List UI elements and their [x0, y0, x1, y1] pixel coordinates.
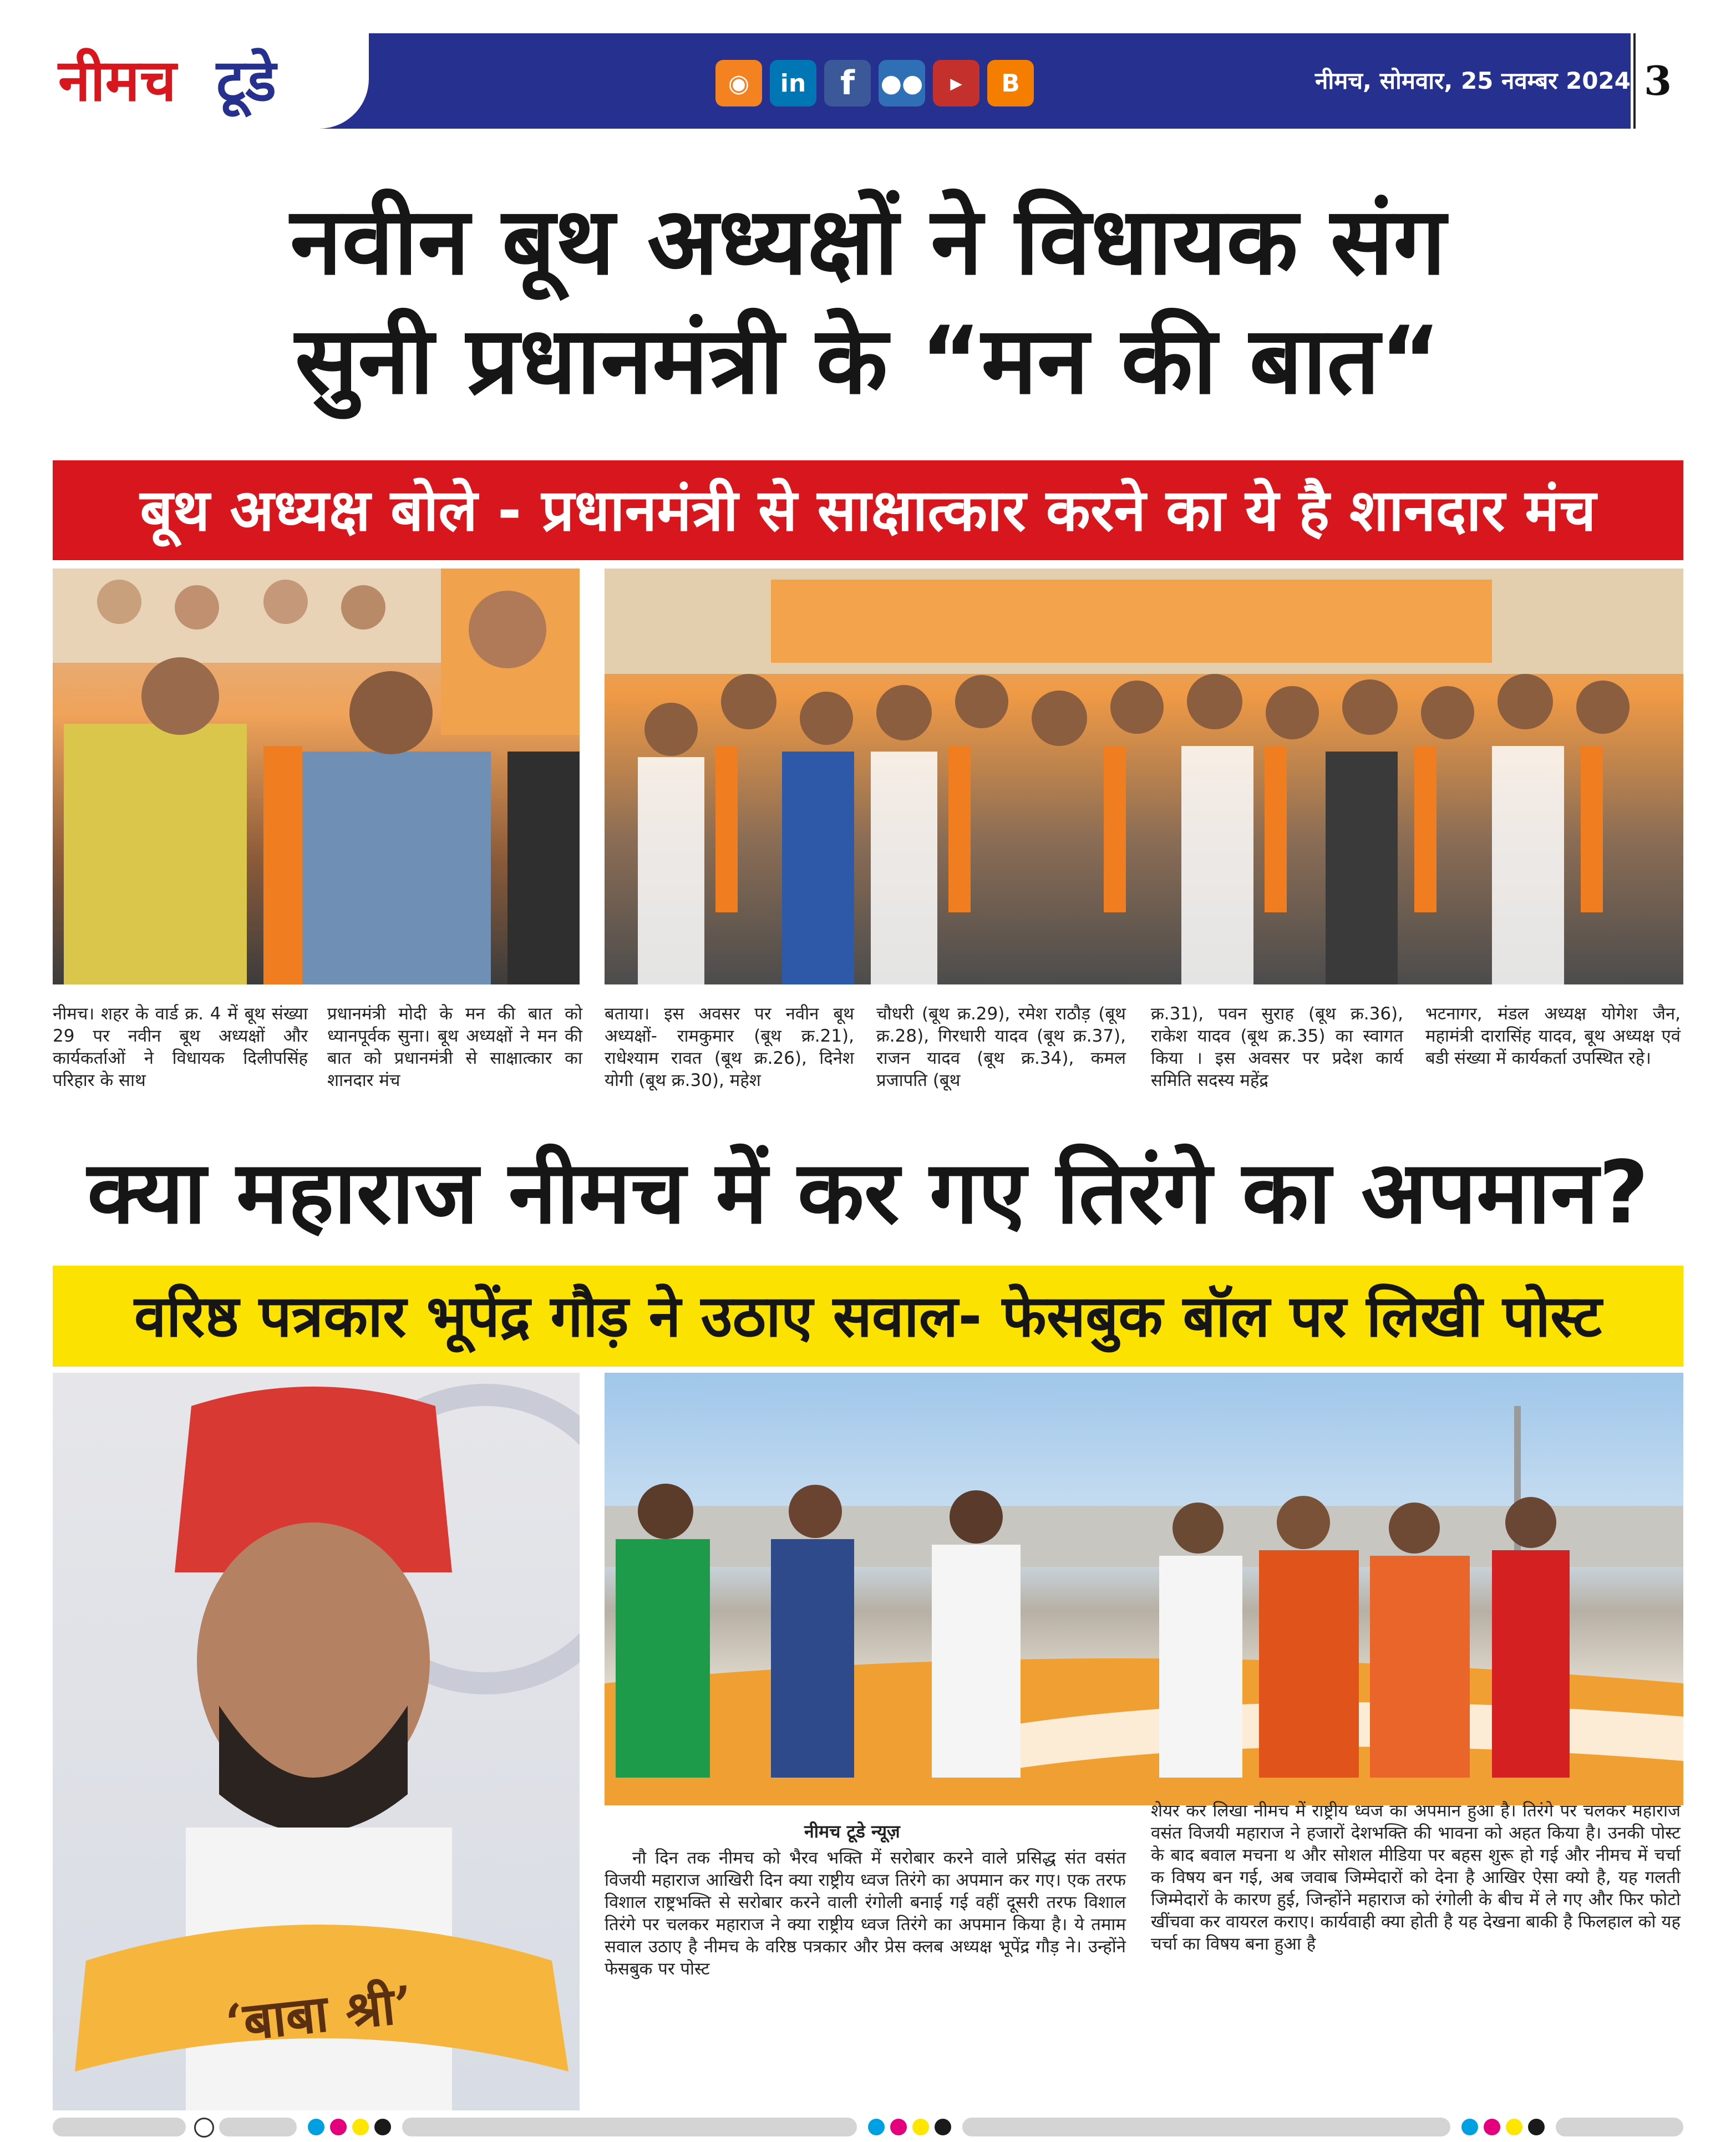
headline-story2: क्या महाराज नीमच में कर गए तिरंगे का अपमान? [87, 1142, 1649, 1243]
subhead-red-banner: बूथ अध्यक्ष बोले - प्रधानमंत्री से साक्षात्कार करने का ये है शानदार मंच [53, 460, 1683, 560]
footer-bar-segment [962, 2118, 1450, 2136]
subhead-yellow-banner: वरिष्ठ पत्रकार भूपेंद्र गौड़ ने उठाए सवाल- फेसबुक बॉल पर लिखी पोस्ट [53, 1266, 1683, 1367]
story2-column-1: नौ दिन तक नीमच को भैरव भक्ति में सरोबार करने वाले प्रसिद्ध संत वसंत विजयी महाराज आखिरी दिन क्या राष्ट्रीय ध्वज तिरंगे का अपमान कर गए। एक तरफ विशाल राष्ट्रभक्ति से सरोबार करने वाली रंगोली बनाई गई वहीं दूसरी तरफ विशाल तिरंगे पर चलकर महाराज ने क्या राष्ट्रीय ध्वज तिरंगे का अपमान किया है। ये तमाम सवाल उठाए है नीमच के वरिष्ठ पत्रकार और प्रेस क्लब अध्यक्ष भूपेंद्र गौड़ ने। उन्होंने फेसबुक पर पोस्ट [605, 1848, 1126, 1979]
black-dot [935, 2119, 951, 2135]
black-dot [1528, 2119, 1545, 2135]
yellow-dot [912, 2119, 929, 2135]
headline-line2: सुनी प्रधानमंत्री के “मन की बात“ [295, 306, 1441, 415]
yellow-dot [1506, 2119, 1522, 2135]
cyan-dot [868, 2119, 885, 2135]
crosshair-icon [194, 2118, 214, 2138]
story1-column-1: नीमच। शहर के वार्ड क्र. 4 में बूथ संख्या 29 पर नवीन बूथ अध्यक्षों और कार्यकर्ताओं ने विधायक दिलीपसिंह परिहार के साथ [53, 1004, 308, 1090]
footer-bar-segment [1556, 2118, 1683, 2136]
logo-text-today: टूडे [216, 47, 277, 114]
byline: नीमच टूडे न्यूज़ [804, 1821, 900, 1842]
blogger-icon: B [987, 60, 1034, 106]
youtube-icon: ▶ [933, 60, 979, 106]
story1-column-6: भटनागर, मंडल अध्यक्ष योगेश जैन, महामंत्री दारासिंह यादव, बूथ अध्यक्ष एवं बडी संख्या में कार्यकर्ता उपस्थित रहे। [1425, 1004, 1681, 1068]
black-dot [374, 2119, 391, 2135]
group-icon: ●● [879, 60, 925, 106]
photo-maharaj-rangoli-illustration [605, 1373, 1683, 1805]
logo-text-neemuch: नीमच [58, 47, 176, 114]
story1-column-5: क्र.31), पवन सुराह (बूथ क्र.36), राकेश यादव (बूथ क्र.35) का स्वागत किया । इस अवसर पर प्रदेश कार्य समिति सदस्य महेंद्र [1151, 1004, 1403, 1090]
magenta-dot [330, 2119, 347, 2135]
cyan-dot [308, 2119, 324, 2135]
headline-line1: नवीन बूथ अध्यक्षों ने विधायक संग [290, 187, 1446, 296]
baba-shri-label: ‘बाबा श्री’ [222, 1974, 415, 2054]
story1-column-3: बताया। इस अवसर पर नवीन बूथ अध्यक्षों- रामकुमार (बूथ क्र.21), राधेश्याम रावत (बूथ क्र.26), दिनेश योगी (बूथ क्र.30), महेश [605, 1004, 854, 1090]
magenta-dot [1484, 2119, 1500, 2135]
photo-mla-blessing [53, 569, 580, 984]
rss-icon: ◉ [715, 60, 762, 106]
magenta-dot [890, 2119, 907, 2135]
facebook-icon: f [824, 60, 871, 106]
photo-mla-blessing-illustration [53, 569, 580, 984]
photo-booth-presidents-group [605, 569, 1683, 984]
photo-group-illustration [605, 569, 1683, 984]
story1-column-2: प्रधानमंत्री मोदी के मन की बात को ध्यानपूर्वक सुना। बूथ अध्यक्षों ने मन की बात को प्रधानमंत्री से साक्षात्कार का शानदार मंच [327, 1004, 582, 1090]
dateline: नीमच, सोमवार, 25 नवम्बर 2024 [1315, 67, 1631, 94]
footer-bar-segment [219, 2118, 297, 2136]
page-number: 3 [1633, 33, 1680, 129]
photo-baba-shri [53, 1373, 580, 2110]
linkedin-icon: in [770, 60, 816, 106]
social-icons [715, 53, 1034, 114]
cyan-dot [1461, 2119, 1478, 2135]
photo-maharaj-rangoli [605, 1373, 1683, 1805]
footer-registration-strip [53, 2118, 1683, 2136]
story1-column-4: चौधरी (बूथ क्र.29), रमेश राठौड़ (बूथ क्र.28), गिरधारी यादव (बूथ क्र.37), राजन यादव (बूथ क्र.34), कमल प्रजापति (बूथ [876, 1004, 1126, 1090]
footer-bar-segment [53, 2118, 186, 2136]
story2-column-2: शेयर कर लिखा नीमच में राष्ट्रीय ध्वज का अपमान हुआ है। तिरंगे पर चलकर महाराज वसंत विजयी महाराज ने हजारों देशभक्ति की भावना को अहत किया है। उनकी पोस्ट के बाद बवाल मचना थ और सोशल मीडिया पर बहस शुरू हो गई और नीमच में चर्चा क विषय बन गई, अब जवाब जिम्मेदारों को देना है आखिर ऐसा क्यो है, यह गलती जिम्मेदारों के कारण हुई, जिन्होंने महाराज को रंगोली के बीच में ले गए और फिर फोटो खींचवा कर वायरल कराए। कार्यवाही क्या होती है यह देखना बाकी है फिलहाल को यह चर्चा का विषय बना हुआ है [1151, 1801, 1681, 1954]
footer-bar-segment [402, 2118, 857, 2136]
yellow-dot [352, 2119, 369, 2135]
